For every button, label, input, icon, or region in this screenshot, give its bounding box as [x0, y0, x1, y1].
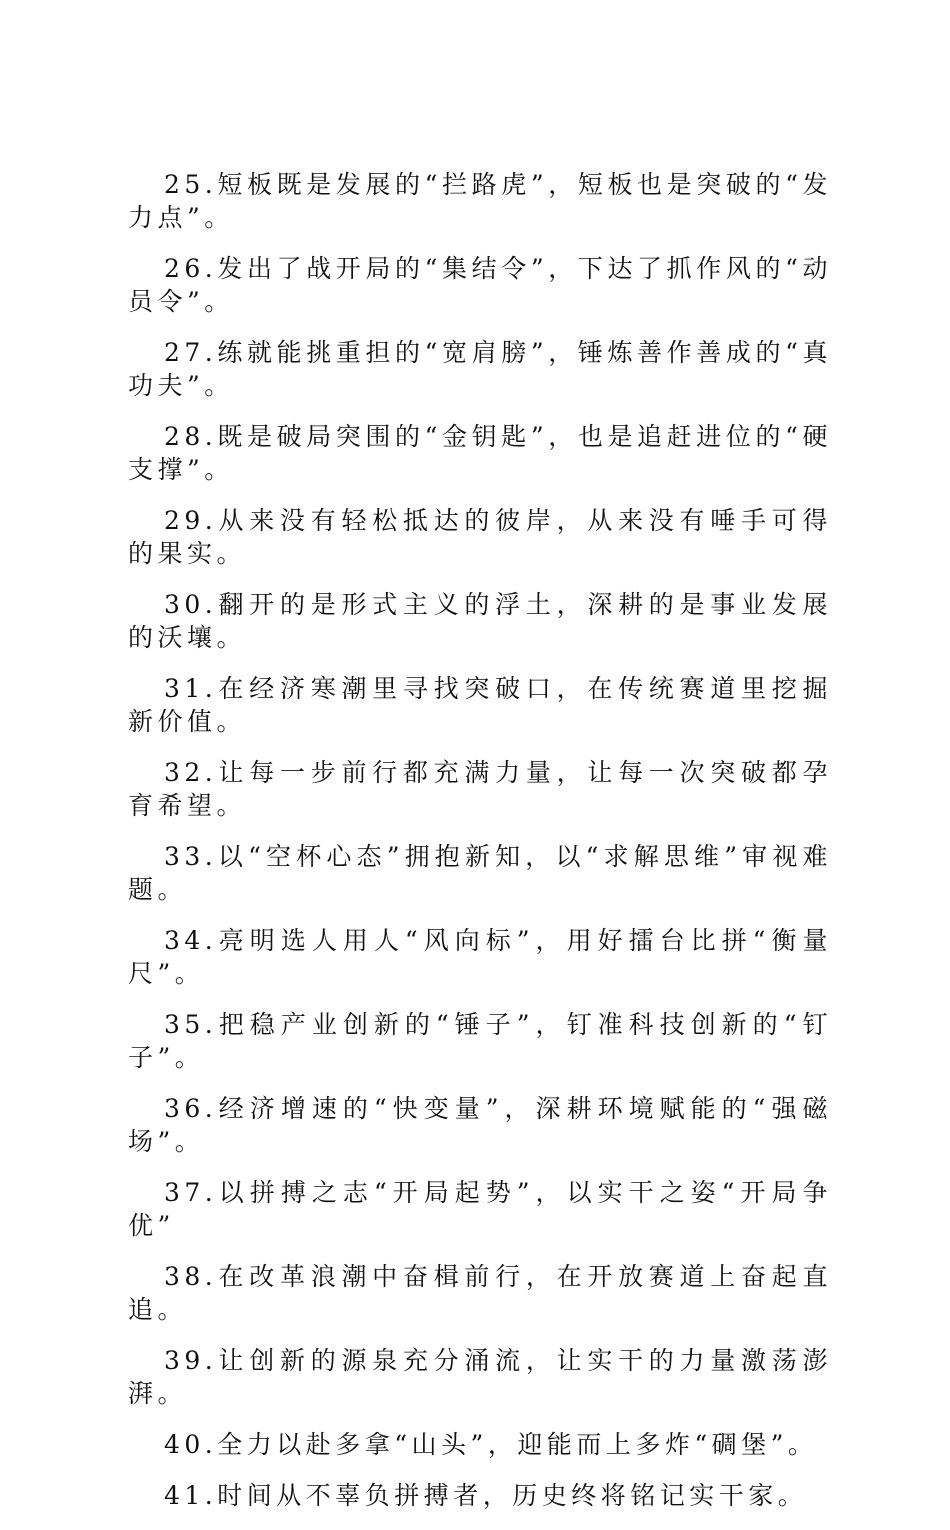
list-item-38: 38.在改革浪潮中奋楫前行，在开放赛道上奋起直追。: [128, 1262, 832, 1324]
list-item-26: 26.发出了战开局的“集结令”，下达了抓作风的“动员令”。: [128, 254, 832, 316]
list-item-28: 28.既是破局突围的“金钥匙”，也是追赶进位的“硬支撑”。: [128, 422, 832, 484]
list-item-30: 30.翻开的是形式主义的浮土，深耕的是事业发展的沃壤。: [128, 590, 832, 652]
list-item-33: 33.以“空杯心态”拥抱新知，以“求解思维”审视难题。: [128, 842, 832, 904]
list-item-39: 39.让创新的源泉充分涌流，让实干的力量激荡澎湃。: [128, 1346, 832, 1408]
list-item-35: 35.把稳产业创新的“锤子”，钉准科技创新的“钉子”。: [128, 1010, 832, 1072]
list-item-37: 37.以拼搏之志“开局起势”，以实干之姿“开局争优”: [128, 1178, 832, 1240]
document-body: [128, 168, 832, 1530]
list-item-41: 41.时间从不辜负拼搏者，历史终将铭记实干家。: [164, 1481, 808, 1510]
list-item-31: 31.在经济寒潮里寻找突破口，在传统赛道里挖掘新价值。: [128, 674, 832, 736]
list-item-40: 40.全力以赴多拿“山头”，迎能而上多炸“碉堡”。: [164, 1430, 818, 1459]
list-item-34: 34.亮明选人用人“风向标”，用好擂台比拼“衡量尺”。: [128, 926, 832, 988]
list-item-29: 29.从来没有轻松抵达的彼岸，从来没有唾手可得的果实。: [128, 506, 832, 568]
list-item-32: 32.让每一步前行都充满力量，让每一次突破都孕育希望。: [128, 758, 832, 820]
list-item-25: 25.短板既是发展的“拦路虎”，短板也是突破的“发力点”。: [128, 170, 832, 232]
list-item-36: 36.经济增速的“快变量”，深耕环境赋能的“强磁场”。: [128, 1094, 832, 1156]
list-item-27: 27.练就能挑重担的“宽肩膀”，锤炼善作善成的“真功夫”。: [128, 338, 832, 400]
